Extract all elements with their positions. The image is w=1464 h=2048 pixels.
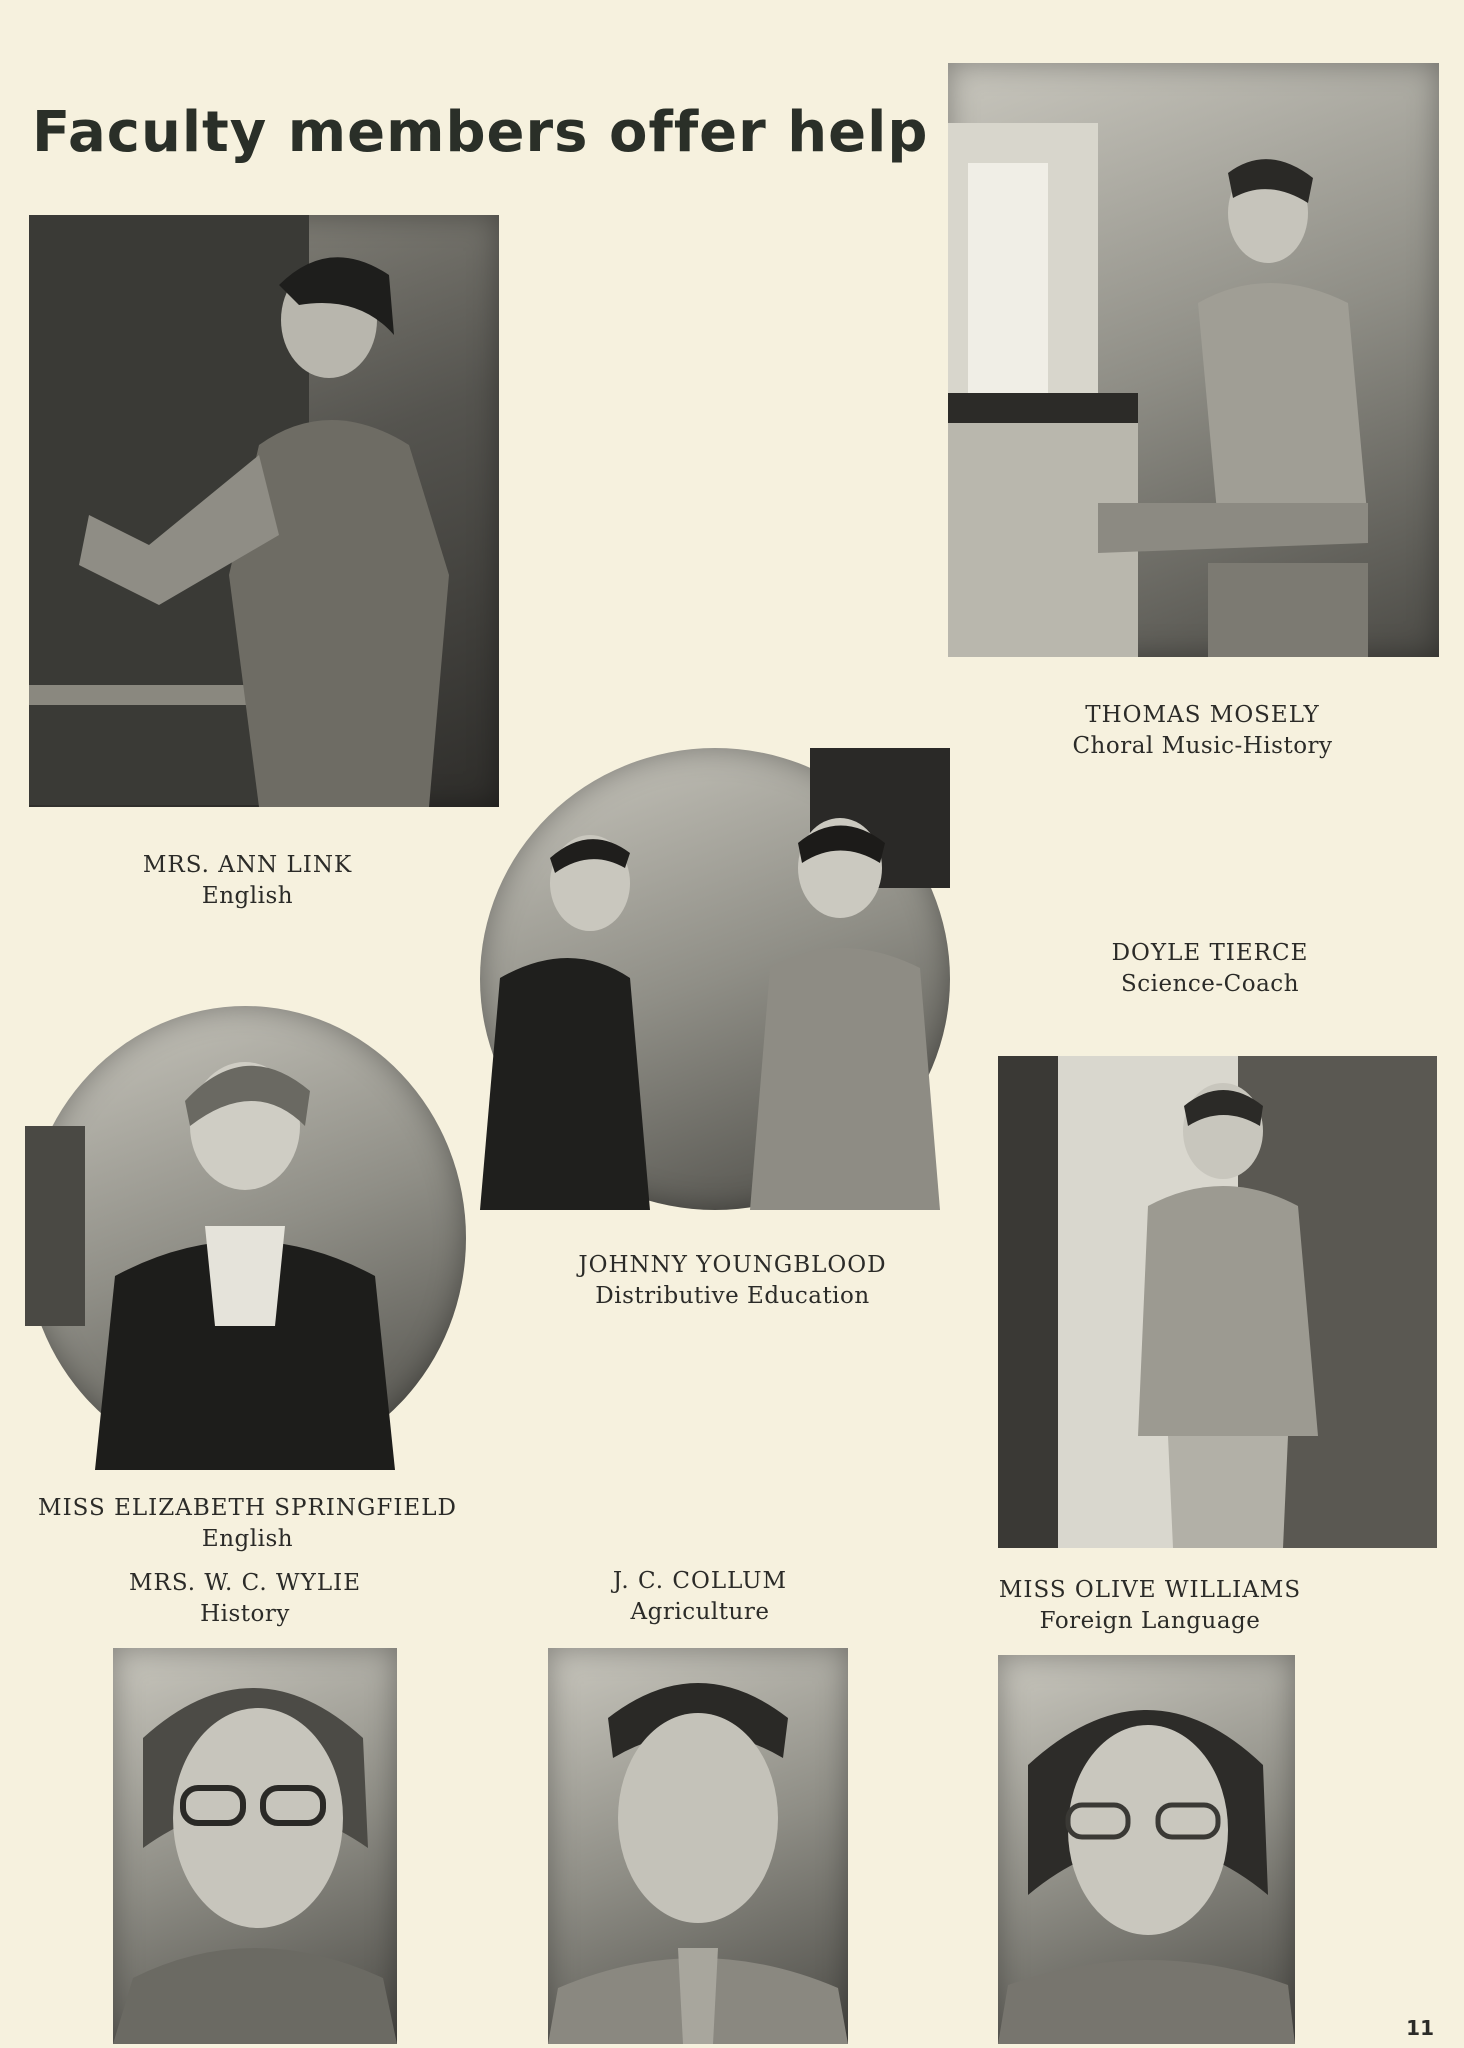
caption-ann-link — [90, 850, 405, 912]
photo-wc-wylie — [113, 1648, 397, 2044]
photo-ann-link — [29, 215, 499, 807]
caption-johnny-youngblood — [520, 1250, 945, 1312]
faculty-subject: Distributive Education — [595, 1283, 870, 1309]
photo-johnny-youngblood — [480, 748, 950, 1210]
faculty-name: MRS. ANN LINK — [142, 852, 353, 878]
faculty-name: DOYLE TIERCE — [1111, 940, 1309, 966]
photo-olive-williams — [998, 1655, 1295, 2044]
faculty-name: J. C. COLLUM — [612, 1568, 788, 1594]
photo-doyle-tierce — [998, 1056, 1437, 1548]
photo-jc-collum — [548, 1648, 848, 2044]
photo-elizabeth-springfield — [25, 1006, 466, 1470]
faculty-subject: Foreign Language — [1039, 1608, 1261, 1634]
caption-doyle-tierce — [1060, 938, 1360, 1000]
faculty-subject: History — [200, 1601, 290, 1627]
faculty-subject: English — [201, 883, 294, 909]
caption-elizabeth-springfield — [20, 1493, 475, 1555]
caption-wc-wylie — [95, 1568, 395, 1630]
photo-thomas-mosely — [948, 63, 1439, 657]
faculty-name: THOMAS MOSELY — [1085, 702, 1320, 728]
faculty-name: MISS ELIZABETH SPRINGFIELD — [38, 1495, 457, 1521]
faculty-subject: Science-Coach — [1120, 971, 1300, 997]
caption-olive-williams — [965, 1575, 1335, 1637]
faculty-name: MRS. W. C. WYLIE — [128, 1570, 362, 1596]
faculty-name: JOHNNY YOUNGBLOOD — [578, 1252, 887, 1278]
faculty-subject: English — [201, 1526, 294, 1552]
page-number: 11 — [1406, 2016, 1434, 2040]
page-title: Faculty members offer help — [32, 100, 929, 165]
faculty-name: MISS OLIVE WILLIAMS — [998, 1577, 1302, 1603]
caption-thomas-mosely — [1000, 700, 1405, 762]
caption-jc-collum — [560, 1566, 840, 1628]
faculty-subject: Choral Music-History — [1072, 733, 1333, 759]
faculty-subject: Agriculture — [630, 1599, 770, 1625]
